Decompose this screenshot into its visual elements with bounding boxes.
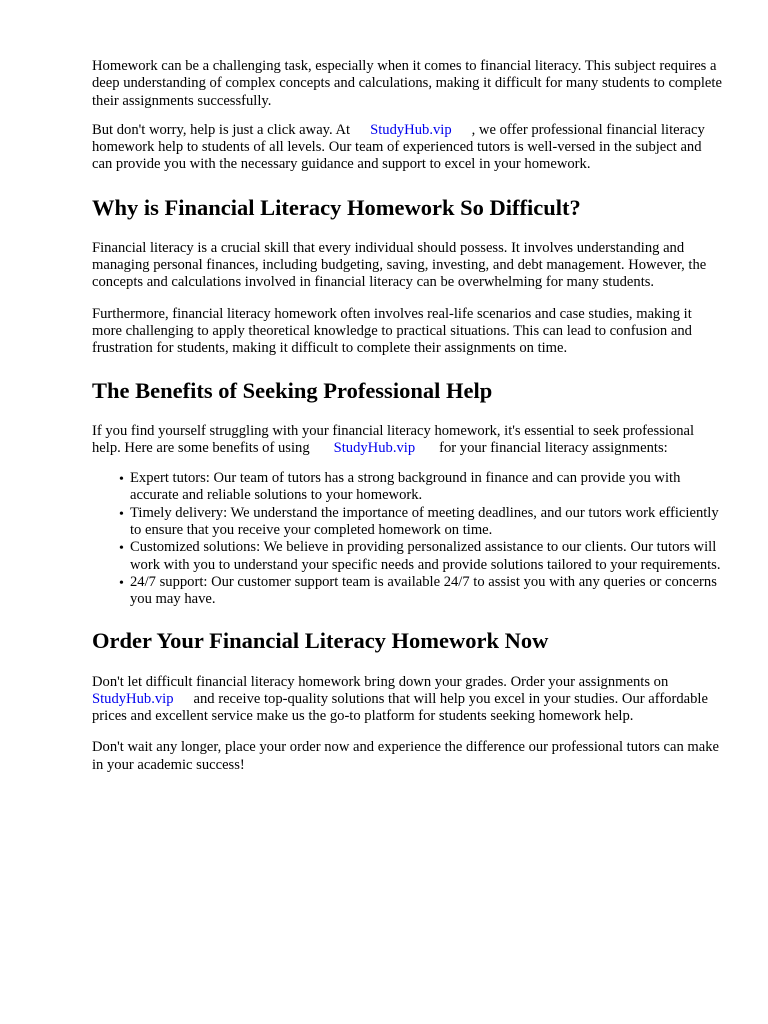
benefit-expert-tutors: Expert tutors: Our team of tutors has a strong background in finance and can provide you with accurate and reliable solutions to your homework. — [130, 470, 681, 504]
order-paragraph-1-text-end: and receive top-quality solutions that will help you excel in your studies. Our affordable prices and excellent service make us the go-to platform for students seeking homework help. — [92, 690, 708, 725]
difficult-paragraph-1: Financial literacy is a crucial skill that every individual should possess. It involves understanding and managing personal finances, including budgeting, saving, investing, and debt management. However, the concepts and calculations involved in financial literacy can be overwhelming for many students. — [92, 239, 707, 291]
list-item — [92, 539, 724, 574]
list-item — [92, 505, 724, 540]
benefits-intro-text-start: If you find yourself struggling with your financial literacy homework, it's essential to seek professional help. Here are some benefits of using — [92, 422, 695, 456]
heading-benefits: The Benefits of Seeking Professional Help — [92, 377, 493, 403]
benefits-intro-paragraph — [92, 423, 724, 458]
difficult-paragraph-2: Furthermore, financial literacy homework often involves real-life scenarios and case studies, making it more challenging to apply theoretical knowledge to practical situations. This can lead to confusion and frustration for students, making it difficult to complete their assignments on time. — [92, 305, 692, 357]
benefit-support: 24/7 support: Our customer support team is available 24/7 to assist you with any queries or concerns you may have. — [130, 573, 717, 608]
document-body — [92, 58, 724, 788]
intro-paragraph-2-text-start: But don't worry, help is just a click away. At — [92, 121, 351, 138]
bullet-icon: • — [119, 506, 124, 522]
intro-paragraph-2 — [92, 122, 724, 174]
studyhub-link-intro[interactable]: StudyHub.vip — [370, 121, 452, 138]
benefits-list — [92, 470, 724, 608]
order-paragraph-2: Don't wait any longer, place your order now and experience the difference our professional tutors can make in your academic success! — [92, 739, 720, 773]
benefit-customized-solutions: Customized solutions: We believe in providing personalized assistance to our clients. Our tutors will work with you to understand your specific needs and provide solutions tailored to your requirements. — [130, 539, 721, 573]
intro-paragraph-2-text-end: , we offer professional financial literacy homework help to students of all levels. Our team of experienced tutors is well-versed in the subject and can provide you with the necessary guidance and support to excel in your homework. — [92, 121, 705, 173]
bullet-icon: • — [119, 575, 124, 591]
heading-why-difficult: Why is Financial Literacy Homework So Difficult? — [92, 194, 581, 220]
studyhub-link-order[interactable]: StudyHub.vip — [92, 690, 174, 707]
bullet-icon: • — [119, 472, 124, 488]
heading-order-now: Order Your Financial Literacy Homework Now — [92, 627, 549, 653]
list-item — [92, 574, 724, 609]
list-item — [92, 470, 724, 505]
bullet-icon: • — [119, 541, 124, 557]
benefits-intro-text-end: for your financial literacy assignments: — [439, 439, 668, 456]
studyhub-link-benefits[interactable]: StudyHub.vip — [333, 439, 416, 456]
order-paragraph-1-text-start: Don't let difficult financial literacy homework bring down your grades. Order your assignments on — [92, 673, 669, 690]
intro-paragraph-1: Homework can be a challenging task, especially when it comes to financial literacy. This subject requires a deep understanding of complex concepts and calculations, making it difficult for many students to complete their assignments successfully. — [92, 58, 722, 109]
benefit-timely-delivery: Timely delivery: We understand the importance of meeting deadlines, and our tutors work efficiently to ensure that you receive your completed homework on time. — [130, 504, 719, 539]
order-paragraph-1 — [92, 674, 724, 726]
